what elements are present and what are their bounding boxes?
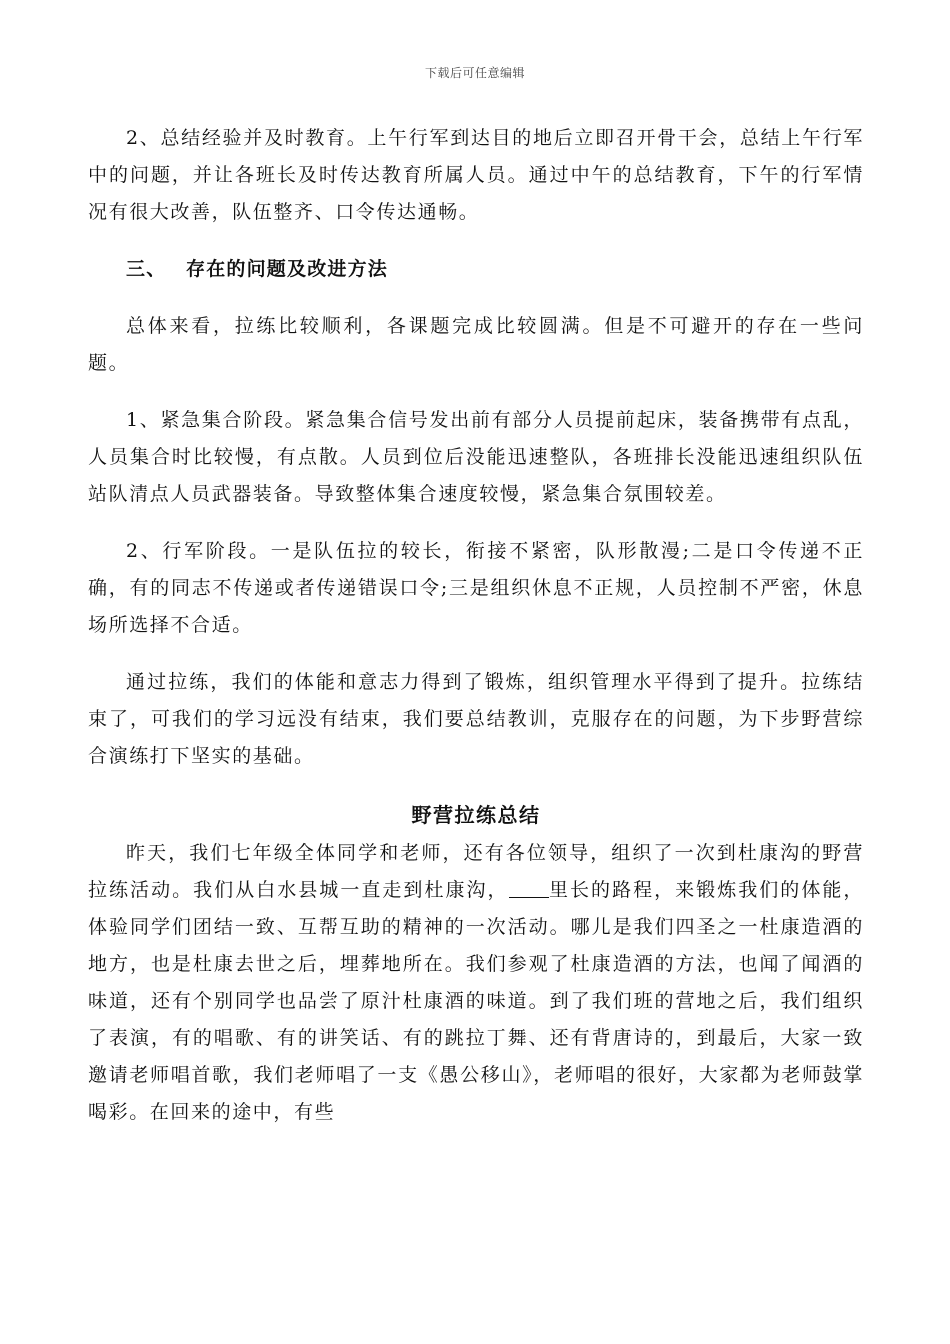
paragraph-text-after-blank: 里长的路程，来锻炼我们的体能，体验同学们团结一致、互帮互助的精神的一次活动。哪儿是我们四圣之一杜康造酒的地方，也是杜康去世之后，埋葬地所在。我们参观了杜康造酒的方法，也闻了闻酒的味道，还有个别同学也品尝了原汁杜康酒的味道。到了我们班的营地之后，我们组织了表演，有的唱歌、有的讲笑话、有的跳拉丁舞、还有背唐诗的，到最后，大家一致邀请老师唱首歌，我们老师唱了一支《愚公移山》，老师唱的很好，大家都为老师鼓掌喝彩。在回来的途中，有些 — [88, 879, 864, 1123]
section-heading-problems — [88, 251, 864, 288]
paragraph-camping-trip — [88, 835, 864, 1131]
paragraph-gap — [88, 288, 864, 308]
document-title: 野营拉练总结 — [411, 803, 541, 827]
paragraph-gap — [88, 231, 864, 251]
paragraph-text-before-blank: 昨天，我们七年级全体同学和老师，还有各位领导，组织了一次到杜康沟的野营拉练活动。我们从白水县城一直走到杜康沟， — [88, 842, 864, 901]
section-number: 三、 — [126, 258, 167, 280]
paragraph-gap — [88, 644, 864, 664]
blank-underline — [509, 877, 549, 898]
page-header: 下载后可任意编辑 — [424, 66, 525, 80]
paragraph-emergency-assembly: 1、紧急集合阶段。紧急集合信号发出前有部分人员提前起床，装备携带有点乱，人员集合时比较慢，有点散。人员到位后没能迅速整队，各班排长没能迅速组织队伍站队清点人员武器装备。导致整体集合速度较慢，紧急集合氛围较差。 — [88, 409, 864, 505]
document-body — [88, 120, 864, 1131]
paragraph-overall: 总体来看，拉练比较顺利，各课题完成比较圆满。但是不可避开的存在一些问题。 — [88, 315, 864, 374]
paragraph-gap — [88, 775, 864, 795]
paragraph-gap — [88, 513, 864, 533]
paragraph-conclusion: 通过拉练，我们的体能和意志力得到了锻炼，组织管理水平得到了提升。拉练结束了，可我们的学习远没有结束，我们要总结教训，克服存在的问题，为下步野营综合演练打下坚实的基础。 — [88, 671, 864, 767]
section-title: 存在的问题及改进方法 — [186, 258, 389, 280]
paragraph-gap — [88, 382, 864, 402]
paragraph-summary-experience: 2、总结经验并及时教育。上午行军到达目的地后立即召开骨干会，总结上午行军中的问题，并让各班长及时传达教育所属人员。通过中午的总结教育，下午的行军情况有很大改善，队伍整齐、口令传达通畅。 — [88, 127, 864, 223]
paragraph-march-stage: 2、行军阶段。一是队伍拉的较长，衔接不紧密，队形散漫;二是口令传递不正确，有的同志不传递或者传递错误口令;三是组织休息不正规，人员控制不严密，休息场所选择不合适。 — [88, 540, 864, 636]
